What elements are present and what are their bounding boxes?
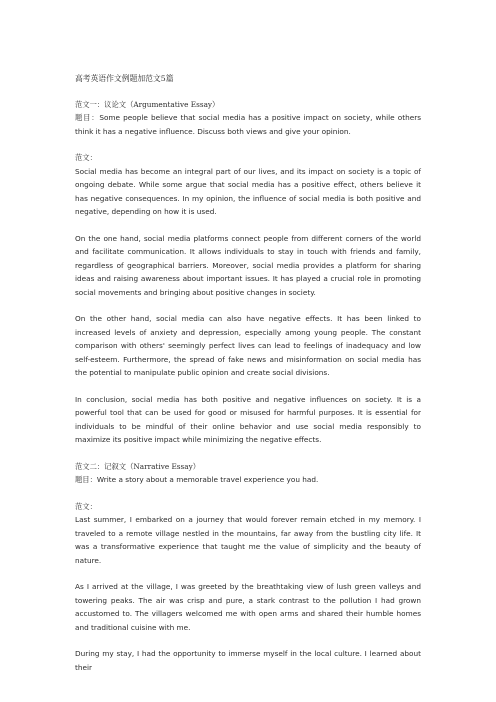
essay-paragraph: In conclusion, social media has both positive and negative influences on society. It is a powerful tool that can be used for good or misused for harmful purposes. It is essential for individuals to be mindful of their online behavior and use social media responsibly to maximize its positive impact while minimizing the negative effects. xyxy=(75,394,421,444)
section-prompt xyxy=(75,473,421,487)
essay-section-1 xyxy=(75,98,421,447)
prompt-text: Some people believe that social media has a positive impact on society, while others think it has a negative influence. Discuss both views and give your opinion. xyxy=(75,113,422,136)
section-heading: 范文一：议论文（Argumentative Essay） xyxy=(75,99,220,109)
prompt-text: Write a story about a memorable travel experience you had. xyxy=(96,475,319,484)
prompt-label: 题目： xyxy=(75,475,97,484)
essay-paragraph: During my stay, I had the opportunity to immerse myself in the local culture. I learned about their xyxy=(75,649,421,672)
essay-paragraph: Last summer, I embarked on a journey that would forever remain etched in my memory. I traveled to a remote village nestled in the mountains, far away from the bustling city life. It was a transformative experience that taught me the value of simplicity and the beauty of nature. xyxy=(75,515,421,565)
prompt-label: 题目： xyxy=(75,113,100,122)
section-prompt xyxy=(75,111,421,138)
essay-paragraph: As I arrived at the village, I was greeted by the breathtaking view of lush green valleys and towering peaks. The air was crisp and pure, a stark contrast to the pollution I had grown accustomed to. The villagers welcomed me with open arms and shared their humble homes and traditional cuisine with me. xyxy=(75,582,421,632)
essay-body xyxy=(75,165,421,447)
essay-body xyxy=(75,513,421,674)
essay-label: 范文： xyxy=(75,153,97,162)
essay-section-2 xyxy=(75,460,421,675)
essay-label: 范文： xyxy=(75,501,97,511)
essay-paragraph: On the other hand, social media can also have negative effects. It has been linked to increased levels of anxiety and depression, especially among young people. The constant comparison with others' seemingly perfect lives can lead to feelings of inadequacy and low self-esteem. Furthermore, the spread of fake news and misinformation on social media has the potential to manipulate public opinion and create social divisions. xyxy=(75,314,421,377)
section-heading: 范文二：记叙文（Narrative Essay） xyxy=(75,461,201,471)
essay-paragraph: Social media has become an integral part of our lives, and its impact on society is a topic of ongoing debate. While some argue that social media has a positive effect, others believe it has negative consequences. In my opinion, the influence of social media is both positive and negative, depending on how it is used. xyxy=(75,166,421,216)
document-title: 高考英语作文例题加范文5篇 xyxy=(75,74,174,83)
essay-paragraph: On the one hand, social media platforms connect people from different corners of the world and facilitate communication. It allows individuals to stay in touch with friends and family, regardless of geographical barriers. Moreover, social media provides a platform for sharing ideas and raising awareness about important issues. It has played a crucial role in promoting social movements and bringing about positive changes in society. xyxy=(75,233,421,297)
